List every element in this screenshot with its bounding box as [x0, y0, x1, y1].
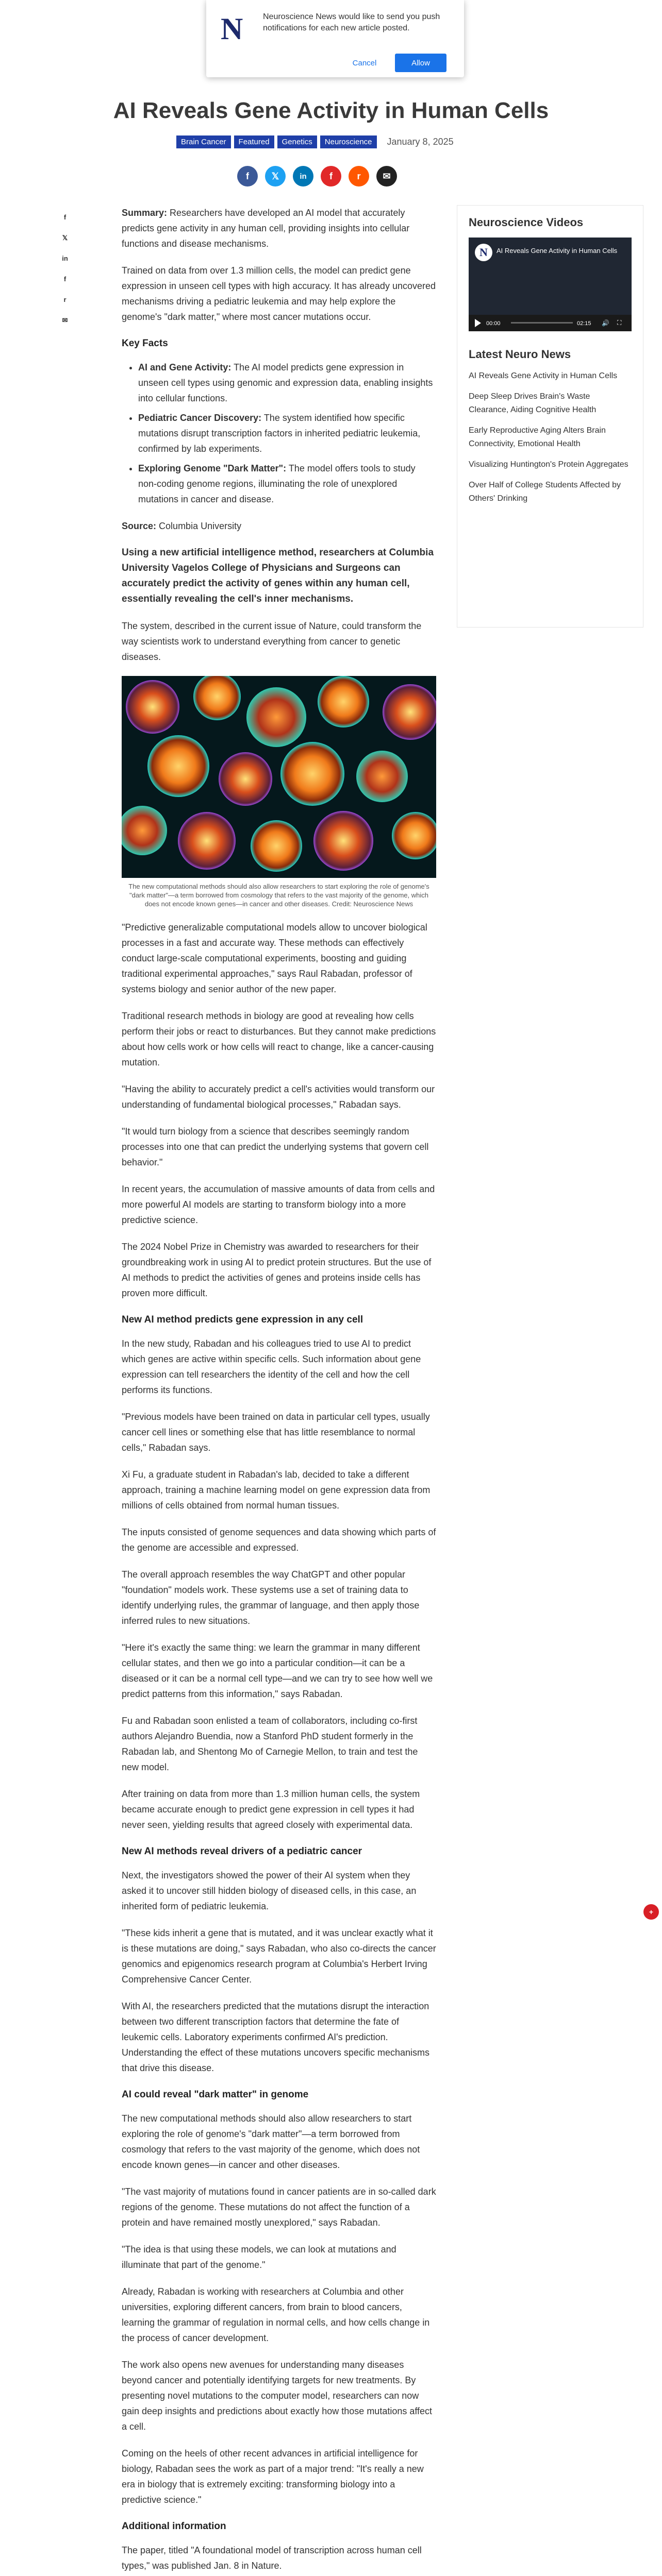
side-share-bar: [60, 212, 70, 326]
paragraph: Xi Fu, a graduate student in Rabadan's lab, decided to take a different approach, training a machine learning model on gene expression data from millions of cells obtained from normal human tissues.: [122, 1469, 431, 1511]
list-item: [138, 410, 436, 456]
key-facts-heading: Key Facts: [122, 338, 168, 349]
key-fact-text: The model offers tools to study non-coding genome regions, illuminating the role of unexplored mutations in cancer and disease.: [138, 463, 416, 504]
paragraph: "Previous models have been trained on data in particular cell types, usually cancer cell lines or something else that has little resemblance to normal cells," Rabadan says.: [122, 1412, 430, 1453]
reddit-icon[interactable]: r: [63, 296, 67, 303]
cells-illustration: [122, 676, 436, 878]
play-icon[interactable]: [475, 319, 481, 327]
key-fact-text: The AI model predicts gene expression in unseen cell types using genomic and expression data, enabling insights into cellular functions.: [138, 362, 433, 403]
linkedin-icon[interactable]: in: [62, 255, 68, 262]
paragraph: Fu and Rabadan soon enlisted a team of collaborators, including co-first authors Alejandro Buendia, now a Stanford PhD student formerly in the Rabadan lab, and Shentong Mo of Carnegie Mellon, to train and test the new model.: [122, 1716, 418, 1772]
article-body: [122, 205, 436, 2576]
source-label: Source:: [122, 521, 157, 531]
key-fact-label: Exploring Genome "Dark Matter":: [138, 463, 287, 473]
linkedin-icon[interactable]: in: [293, 166, 313, 187]
key-fact-label: Pediatric Cancer Discovery:: [138, 413, 262, 423]
paragraph: The new computational methods should also allow researchers to start exploring the role of genome's "dark matter"—a term borrowed from cosmology that refers to the vast majority of the genome, which does not encode known genes—in cancer and other diseases.: [122, 2113, 420, 2170]
paragraph: The paper, titled "A foundational model of transcription across human cell types," was published Jan. 8 in Nature.: [122, 2545, 422, 2571]
paragraph: Traditional research methods in biology are good at revealing how cells perform their jobs or react to disturbances. But they cannot make predictions about how cells work or how cells will react to change, like a cancer-causing mutation.: [122, 1011, 436, 1067]
news-link[interactable]: Deep Sleep Drives Brain's Waste Clearance, Aiding Cognitive Health: [469, 392, 597, 414]
paragraph: "It would turn biology from a science that describes seemingly random processes into one that can predict the underlying systems that govern cell behavior.": [122, 1126, 429, 1167]
article-figure: [122, 676, 436, 908]
summary-text: Researchers have developed an AI model that accurately predicts gene activity in any human cell, providing insights into cellular functions and disease mechanisms.: [122, 208, 410, 249]
fullscreen-icon[interactable]: ⛶: [617, 319, 622, 326]
source: [122, 518, 436, 534]
video-player[interactable]: [469, 238, 632, 331]
reddit-icon[interactable]: r: [349, 166, 369, 187]
tag-brain-cancer[interactable]: Brain Cancer: [176, 135, 231, 148]
article-tags: [176, 135, 454, 148]
tag-genetics[interactable]: Genetics: [277, 135, 317, 148]
paragraph: The overall approach resembles the way ChatGPT and other popular "foundation" models work. These systems use a set of training data to identify underlying rules, the grammar of language, and then apply those inferred rules to new situations.: [122, 1569, 420, 1626]
source-text: Columbia University: [159, 521, 242, 531]
flipboard-icon[interactable]: f: [63, 275, 67, 283]
cancel-button[interactable]: Cancel: [341, 54, 388, 72]
paragraph: "These kids inherit a gene that is mutated, and it was unclear exactly what it is these mutations are doing," says Rabadan, who also co-directs the cancer genomics and epigenomics research program at Columbia's Herbert Irving Comprehensive Cancer Center.: [122, 1928, 436, 1985]
neuroscience-news-logo: N: [218, 11, 250, 43]
paragraph: Next, the investigators showed the power of their AI system when they asked it to uncover still hidden biology of diseased cells, in this case, an inherited form of pediatric leukemia.: [122, 1870, 417, 1911]
email-icon[interactable]: ✉: [376, 166, 397, 187]
allow-button[interactable]: Allow: [395, 54, 446, 72]
paragraph: In recent years, the accumulation of massive amounts of data from cells and more powerful AI models are starting to transform biology into a more predictive science.: [122, 1184, 435, 1225]
section-heading: New AI methods reveal drivers of a pediatric cancer: [122, 1846, 362, 1857]
volume-icon[interactable]: 🔊: [602, 319, 609, 327]
flipboard-icon[interactable]: f: [321, 166, 341, 187]
tag-neuroscience[interactable]: Neuroscience: [320, 135, 377, 148]
summary-paragraph-2: Trained on data from over 1.3 million cells, the model can predict gene expression in unseen cell types with high accuracy. It has already uncovered mechanisms driving a pediatric leukemia and may help explore the genome's "dark matter," where most cancer mutations occur.: [122, 265, 436, 322]
paragraph: The inputs consisted of genome sequences and data showing which parts of the genome are accessible and expressed.: [122, 1527, 436, 1553]
paragraph: "Here it's exactly the same thing: we learn the grammar in many different cellular states, and then we go into a particular condition—it can be a diseased or it can be a normal cell type—and we can try to see how well we predict patterns from this information," says Rabadan.: [122, 1642, 433, 1699]
channel-logo: N: [475, 244, 492, 261]
email-icon[interactable]: ✉: [62, 316, 68, 324]
key-fact-label: AI and Gene Activity:: [138, 362, 231, 372]
videos-heading: Neuroscience Videos: [469, 216, 584, 229]
sidebar: [457, 205, 643, 628]
article-title: AI Reveals Gene Activity in Human Cells: [113, 98, 549, 123]
paragraph: "Predictive generalizable computational models allow to uncover biological processes in a fast and accurate way. These methods can effectively conduct large-scale computational experiments, boosting and guiding traditional experimental approaches," says Raul Rabadan, professor of systems biology and senior author of the new paper.: [122, 922, 427, 994]
facebook-icon[interactable]: f: [63, 213, 67, 221]
section-heading: Additional information: [122, 2521, 226, 2532]
news-list: [469, 369, 632, 505]
paragraph: In the new study, Rabadan and his colleagues tried to use AI to predict which genes are active within specific cells. Such information about gene expression can tell researchers the identity of the cell and how the cell performs its functions.: [122, 1338, 421, 1395]
video-duration: 02:15: [577, 320, 591, 327]
tag-featured[interactable]: Featured: [234, 135, 274, 148]
paragraph: The system, described in the current issue of Nature, could transform the way scientists work to understand everything from cancer to genetic diseases.: [122, 621, 422, 662]
news-heading: Latest Neuro News: [469, 348, 571, 361]
figure-caption: The new computational methods should also allow researchers to start exploring the role of genome's "dark matter"—a term borrowed from cosmology that refers to the vast majority of the genome, which does not encode known genes—in cancer and other diseases. Credit: Neuroscience News: [128, 883, 429, 908]
news-link[interactable]: AI Reveals Gene Activity in Human Cells: [469, 371, 618, 380]
section-heading: New AI method predicts gene expression in any cell: [122, 1314, 363, 1325]
lead-paragraph: Using a new artificial intelligence method, researchers at Columbia University Vagelos College of Physicians and Surgeons can accurately predict the activity of genes within any human cell, essentially revealing the cell's inner mechanisms.: [122, 547, 434, 604]
share-bar: [237, 166, 397, 187]
paragraph: With AI, the researchers predicted that the mutations disrupt the interaction between two different transcription factors that determine the fate of leukemic cells. Laboratory experiments confirmed AI's prediction. Understanding the effect of these mutations uncovers specific mechanisms that drive this disease.: [122, 2001, 429, 2073]
paragraph: The work also opens new avenues for understanding many diseases beyond cancer and potentially identifying targets for new treatments. By presenting novel mutations to the computer model, researchers can now gain deep insights and predictions about exactly how those mutations affect a cell.: [122, 2360, 433, 2432]
key-fact-text: The system identified how specific mutations disrupt transcription factors in inherited pediatric leukemia, confirmed by lab experiments.: [138, 413, 421, 454]
push-notification-prompt: [206, 0, 464, 77]
paragraph: "The vast majority of mutations found in cancer patients are in so-called dark regions of the genome. These mutations do not affect the function of a protein and have remained mostly unexplored," says Rabadan.: [122, 2187, 436, 2228]
notification-text: Neuroscience News would like to send you push notifications for each new article posted.: [263, 12, 440, 32]
paragraph: Coming on the heels of other recent advances in artificial intelligence for biology, Rabadan sees the work as part of a major trend: "It's really a new era in biology that is extremely exciting: transforming biology into a predictive science.": [122, 2448, 424, 2505]
facebook-icon[interactable]: f: [237, 166, 258, 187]
paragraph: After training on data from more than 1.3 million human cells, the system became accurate enough to predict gene expression in cell types it had never seen, yielding results that agreed closely with experimental data.: [122, 1789, 420, 1830]
summary: [122, 205, 436, 251]
video-progress-bar[interactable]: [511, 322, 573, 324]
list-item: [138, 360, 436, 406]
key-facts-list: [138, 360, 436, 507]
news-link[interactable]: Early Reproductive Aging Alters Brain Connectivity, Emotional Health: [469, 426, 606, 448]
video-title: AI Reveals Gene Activity in Human Cells: [496, 247, 618, 255]
video-current-time: 00:00: [486, 320, 501, 327]
cells-image: [122, 676, 436, 878]
x-icon[interactable]: 𝕏: [62, 234, 68, 242]
x-icon[interactable]: 𝕏: [265, 166, 286, 187]
paragraph: Already, Rabadan is working with researchers at Columbia and other universities, exploring different cancers, from brain to blood cancers, learning the grammar of regulation in normal cells, and how cells change in the process of cancer development.: [122, 2286, 430, 2343]
list-item: [138, 461, 436, 507]
news-link[interactable]: Over Half of College Students Affected by Others' Drinking: [469, 481, 621, 503]
article-date: January 8, 2025: [387, 136, 454, 147]
section-heading: AI could reveal "dark matter" in genome: [122, 2089, 309, 2100]
summary-label: Summary:: [122, 208, 168, 218]
paragraph: The 2024 Nobel Prize in Chemistry was awarded to researchers for their groundbreaking work in using AI to predict protein structures. But the use of AI methods to predict the activities of genes and proteins inside cells has proven more difficult.: [122, 1242, 432, 1298]
floating-action-button[interactable]: +: [643, 1904, 659, 1920]
paragraph: "The idea is that using these models, we can look at mutations and illuminate that part of the genome.": [122, 2244, 396, 2270]
news-link[interactable]: Visualizing Huntington's Protein Aggregates: [469, 460, 628, 469]
paragraph: "Having the ability to accurately predict a cell's activities would transform our understanding of fundamental biological processes," Rabadan says.: [122, 1084, 435, 1110]
